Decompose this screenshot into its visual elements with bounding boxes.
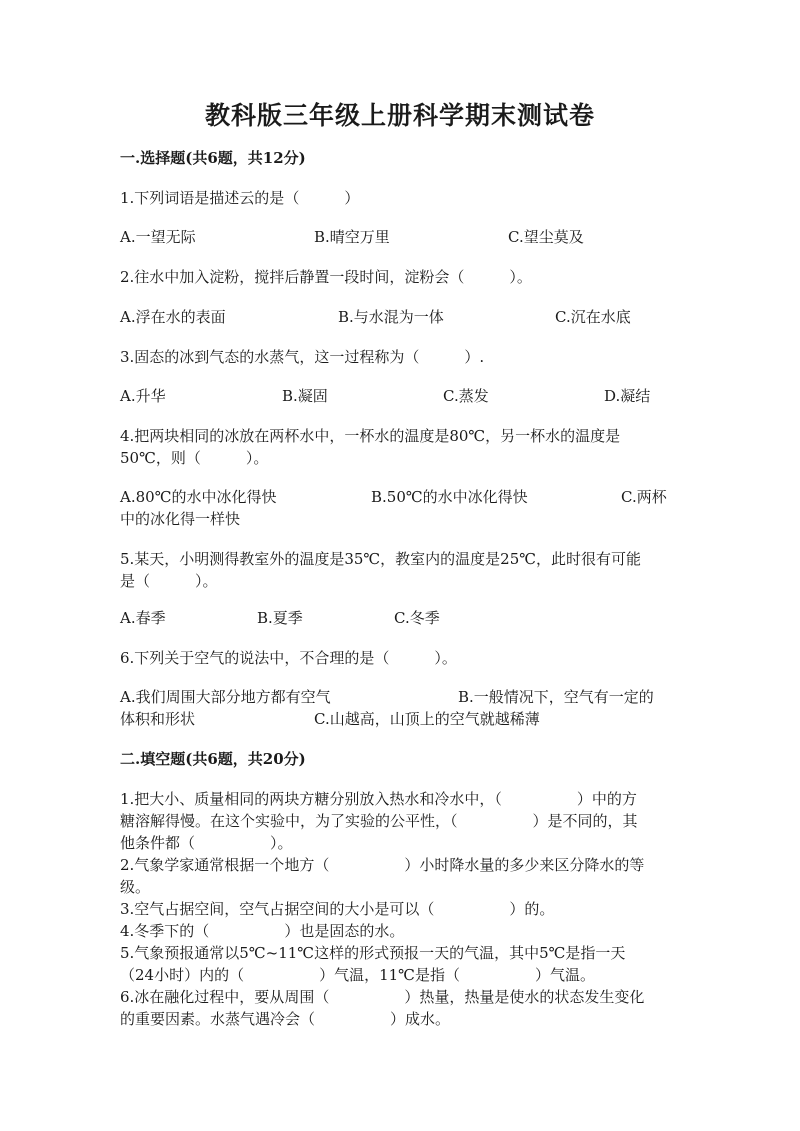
q6-option-b-continued: 体积和形状 bbox=[120, 710, 196, 728]
q4-option-b: B.50℃的水中冰化得快 bbox=[371, 488, 528, 506]
q3-option-a: A.升华 bbox=[120, 387, 166, 405]
fill-line: 5.气象预报通常以5℃~11℃这样的形式预报一天的气温，其中5℃是指一天 bbox=[120, 944, 626, 962]
q4-option-c-continued: 中的冰化得一样快 bbox=[120, 510, 241, 528]
fill-line: 级。 bbox=[120, 878, 151, 896]
fill-line: 他条件都（ ）。 bbox=[120, 834, 293, 852]
fill-line: 1.把大小、质量相同的两块方糖分别放入热水和冷水中，（ ）中的方 bbox=[120, 790, 637, 808]
fill-line: 4.冬季下的（ ）也是固态的水。 bbox=[120, 922, 405, 940]
fill-line: （24小时）内的（ ）气温，11℃是指（ ）气温。 bbox=[120, 966, 595, 984]
question-4-stem-line-1: 4.把两块相同的冰放在两杯水中，一杯水的温度是80℃，另一杯水的温度是 bbox=[120, 427, 621, 445]
q5-option-c: C.冬季 bbox=[394, 609, 440, 627]
q1-option-c: C.望尘莫及 bbox=[508, 228, 584, 246]
q3-option-b: B.凝固 bbox=[282, 387, 328, 405]
q5-option-a: A.春季 bbox=[120, 609, 166, 627]
q6-option-c: C.山越高，山顶上的空气就越稀薄 bbox=[314, 710, 540, 728]
section-2-heading: 二.填空题(共6题，共20分) bbox=[120, 750, 306, 768]
q1-option-b: B.晴空万里 bbox=[314, 228, 390, 246]
q2-option-c: C.沉在水底 bbox=[555, 308, 631, 326]
question-6-stem: 6.下列关于空气的说法中，不合理的是（ ）。 bbox=[120, 649, 457, 667]
question-3-stem: 3.固态的冰到气态的水蒸气，这一过程称为（ ）. bbox=[120, 348, 485, 366]
question-5-stem-line-1: 5.某天，小明测得教室外的温度是35℃，教室内的温度是25℃，此时很有可能 bbox=[120, 550, 642, 568]
fill-line: 2.气象学家通常根据一个地方（ ）小时降水量的多少来区分降水的等 bbox=[120, 856, 645, 874]
q5-option-b: B.夏季 bbox=[257, 609, 303, 627]
question-5-stem-line-2: 是（ ）。 bbox=[120, 572, 218, 590]
q3-option-d: D.凝结 bbox=[604, 387, 651, 405]
question-1-stem: 1.下列词语是描述云的是（ ） bbox=[120, 189, 360, 207]
q2-option-b: B.与水混为一体 bbox=[338, 308, 444, 326]
question-4-stem-line-2: 50℃，则（ ）。 bbox=[120, 449, 269, 467]
fill-line: 3.空气占据空间，空气占据空间的大小是可以（ ）的。 bbox=[120, 900, 555, 918]
q4-option-a: A.80℃的水中冰化得快 bbox=[120, 488, 277, 506]
q1-option-a: A.一望无际 bbox=[120, 228, 196, 246]
section-1-heading: 一.选择题(共6题，共12分) bbox=[120, 149, 306, 167]
q6-option-b: B.一般情况下，空气有一定的 bbox=[458, 688, 654, 706]
fill-line: 糖溶解得慢。在这个实验中，为了实验的公平性，（ ）是不同的，其 bbox=[120, 812, 638, 830]
page-title: 教科版三年级上册科学期末测试卷 bbox=[204, 101, 595, 130]
q4-option-c: C.两杯 bbox=[621, 488, 667, 506]
q6-option-a: A.我们周围大部分地方都有空气 bbox=[120, 688, 331, 706]
q2-option-a: A.浮在水的表面 bbox=[120, 308, 226, 326]
question-2-stem: 2.往水中加入淀粉，搅拌后静置一段时间，淀粉会（ ）。 bbox=[120, 268, 532, 286]
fill-line: 的重要因素。水蒸气遇冷会（ ）成水。 bbox=[120, 1010, 451, 1028]
q3-option-c: C.蒸发 bbox=[443, 387, 489, 405]
fill-line: 6.冰在融化过程中，要从周围（ ）热量，热量是使水的状态发生变化 bbox=[120, 988, 645, 1006]
